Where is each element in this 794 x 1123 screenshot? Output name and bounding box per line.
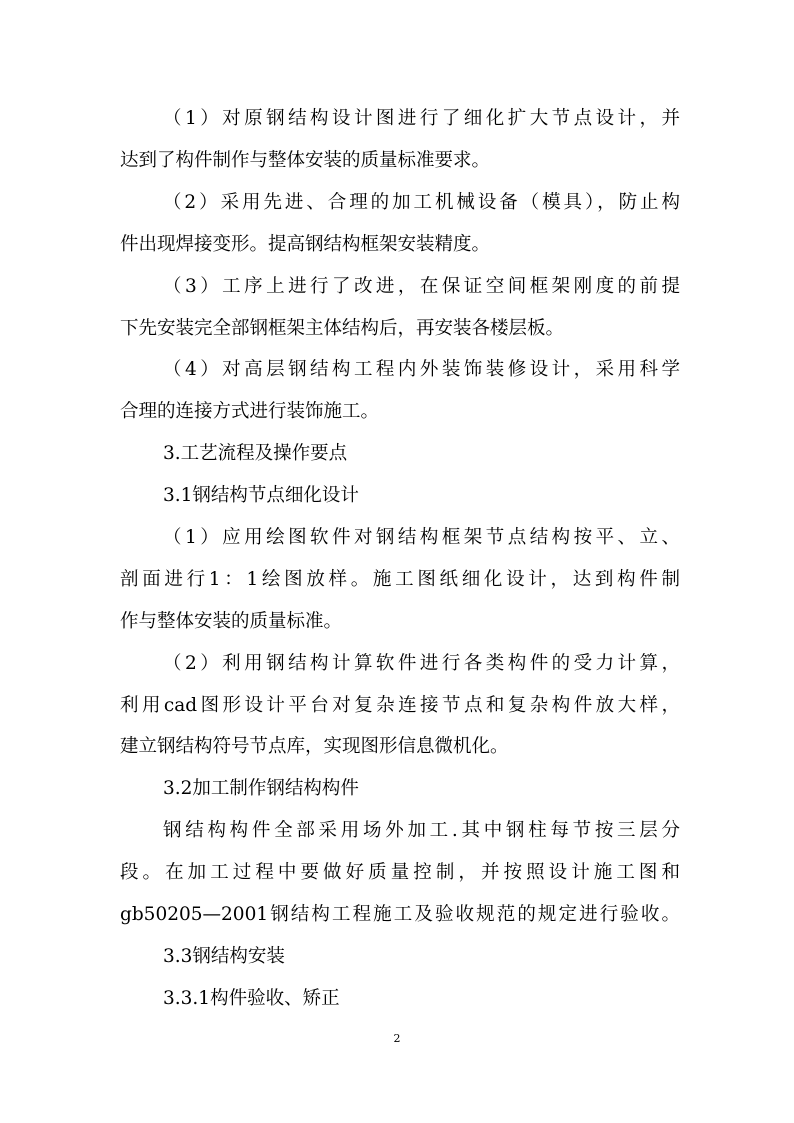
paragraph-7-line-2: 段。在加工过程中要做好质量控制，并按照设计施工图和	[120, 862, 680, 883]
paragraph-2-line-2: 件出现焊接变形。提高钢结构框架安装精度。	[120, 234, 491, 255]
paragraph-4-line-1: （4）对高层钢结构工程内外装饰装修设计，采用科学	[163, 359, 680, 380]
paragraph-5-line-3: 作与整体安装的质量标准。	[120, 611, 343, 632]
section-heading-3-1: 3.1钢结构节点细化设计	[163, 485, 359, 506]
page-number: 2	[393, 1032, 401, 1045]
paragraph-6-line-1: （2）利用钢结构计算软件进行各类构件的受力计算，	[163, 653, 680, 674]
paragraph-5-line-2: 剖面进行1：1绘图放样。施工图纸细化设计，达到构件制	[120, 569, 680, 590]
paragraph-6-line-2: 利用cad图形设计平台对复杂连接节点和复杂构件放大样，	[120, 695, 680, 716]
section-heading-3-3-1: 3.3.1构件验收、矫正	[163, 988, 340, 1009]
paragraph-1-line-1: （1）对原钢结构设计图进行了细化扩大节点设计，并	[163, 108, 680, 129]
section-heading-3-3: 3.3钢结构安装	[163, 946, 285, 967]
paragraph-2-line-1: （2）采用先进、合理的加工机械设备（模具），防止构	[163, 192, 680, 213]
paragraph-1-line-2: 达到了构件制作与整体安装的质量标准要求。	[120, 150, 491, 171]
section-heading-3-2: 3.2加工制作钢结构构件	[163, 778, 359, 799]
paragraph-4-line-2: 合理的连接方式进行装饰施工。	[120, 401, 380, 422]
paragraph-7-line-1: 钢结构构件全部采用场外加工.其中钢柱每节按三层分	[163, 820, 680, 841]
paragraph-6-line-3: 建立钢结构符号节点库，实现图形信息微机化。	[120, 736, 509, 757]
paragraph-5-line-1: （1）应用绘图软件对钢结构框架节点结构按平、立、	[163, 527, 680, 548]
paragraph-3-line-1: （3）工序上进行了改进，在保证空间框架刚度的前提	[163, 276, 680, 297]
paragraph-3-line-2: 下先安装完全部钢框架主体结构后，再安装各楼层板。	[120, 318, 565, 339]
section-heading-3: 3.工艺流程及操作要点	[163, 443, 348, 464]
paragraph-7-line-3: gb50205—2001钢结构工程施工及验收规范的规定进行验收。	[120, 904, 680, 925]
